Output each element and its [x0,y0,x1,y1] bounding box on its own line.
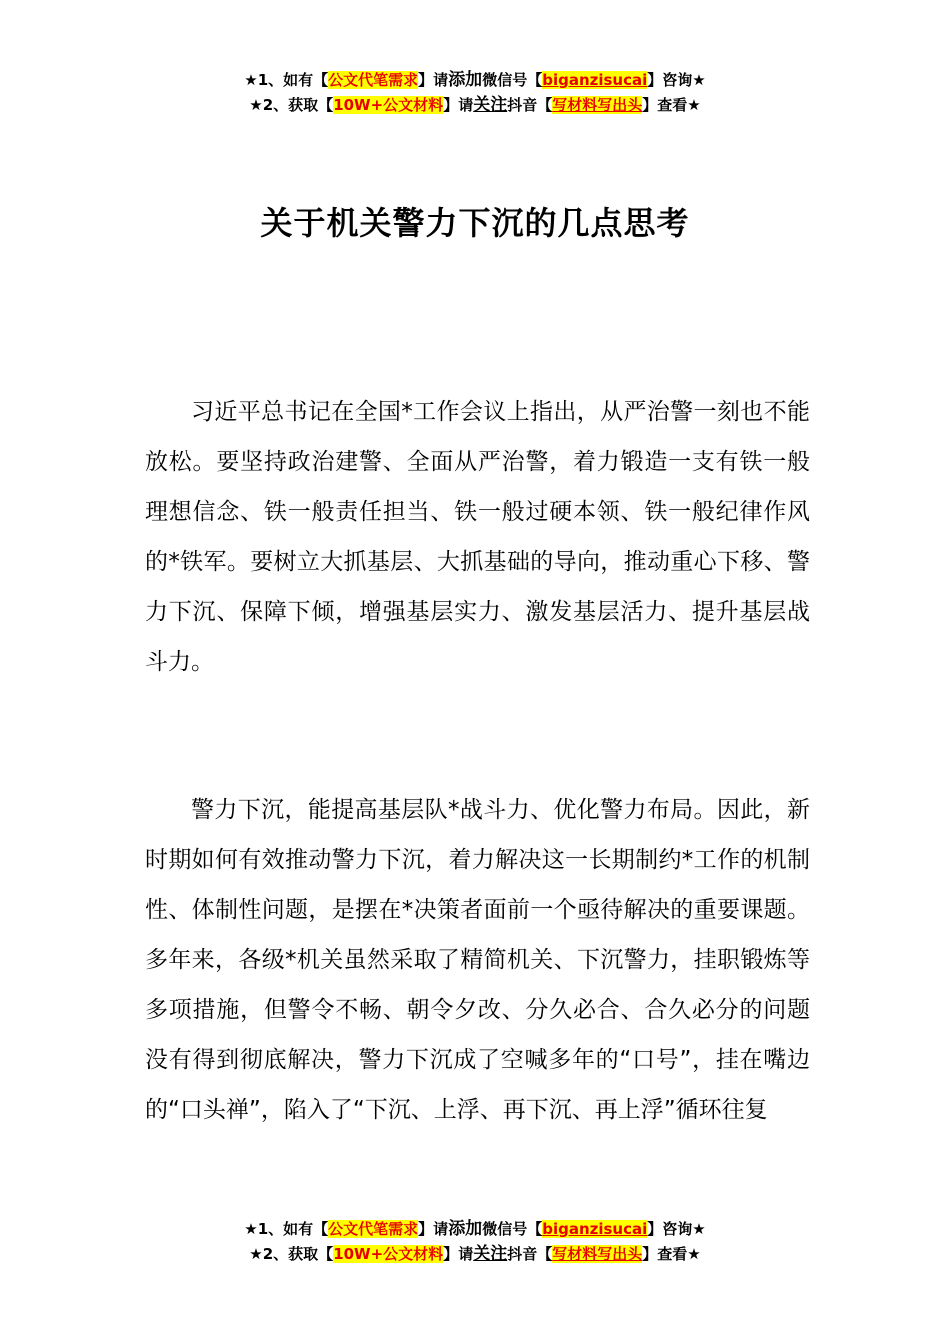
document-title: 关于机关警力下沉的几点思考 [260,204,690,242]
header-banner [0,68,950,118]
banner-wechat-id: biganzisucai [542,1220,648,1238]
footer-banner [0,1217,950,1267]
banner-emphasis: 关注 [473,95,508,115]
banner-highlight: 10W+公文材料 [333,1245,444,1263]
banner-emphasis: 关注 [473,1244,508,1264]
banner-text: 】查看★ [642,96,701,114]
banner-text: 】咨询★ [647,1220,706,1238]
banner-text: ★2、获取【 [249,1245,334,1263]
banner-text: 抖音【 [507,96,553,114]
banner-text: ★1、如有【 [244,1220,329,1238]
banner-text: 】请 [418,1220,449,1238]
banner-highlight: 公文代笔需求 [328,71,419,89]
banner-text: 】查看★ [642,1245,701,1263]
banner-line-1 [0,1217,950,1242]
banner-highlight: 10W+公文材料 [333,96,444,114]
banner-douyin-account: 写材料写出头 [552,1245,643,1263]
banner-line-2 [0,93,950,118]
banner-text: 】咨询★ [647,71,706,89]
banner-douyin-account: 写材料写出头 [552,96,643,114]
banner-text: 微信号【 [482,71,543,89]
banner-text: 微信号【 [482,1220,543,1238]
banner-highlight: 公文代笔需求 [328,1220,419,1238]
banner-text: 】请 [443,1245,474,1263]
banner-text: 】请 [443,96,474,114]
banner-text: 抖音【 [507,1245,553,1263]
body-paragraph-1: 习近平总书记在全国*工作会议上指出，从严治警一刻也不能放松。要坚持政治建警、全面从严治警，着力锻造一支有铁一般理想信念、铁一般责任担当、铁一般过硬本领、铁一般纪律作风的*铁军。要树立大抓基层、大抓基础的导向，推动重心下移、警力下沉、保障下倾，增强基层实力、激发基层活力、提升基层战斗力。 [145,399,810,675]
banner-emphasis: 添加 [448,70,483,90]
body-paragraph-2: 警力下沉，能提高基层队*战斗力、优化警力布局。因此，新时期如何有效推动警力下沉，着力解决这一长期制约*工作的机制性、体制性问题，是摆在*决策者面前一个亟待解决的重要课题。多年来，各级*机关虽然采取了精简机关、下沉警力，挂职锻炼等多项措施，但警令不畅、朝令夕改、分久必合、合久必分的问题没有得到彻底解决，警力下沉成了空喊多年的“口号”，挂在嘴边的“口头禅”，陷入了“下沉、上浮、再下沉、再上浮”循环往复 [145,797,810,1123]
banner-line-2 [0,1242,950,1267]
banner-wechat-id: biganzisucai [542,71,648,89]
banner-line-1 [0,68,950,93]
banner-emphasis: 添加 [448,1219,483,1239]
banner-text: 】请 [418,71,449,89]
banner-text: ★1、如有【 [244,71,329,89]
banner-text: ★2、获取【 [249,96,334,114]
